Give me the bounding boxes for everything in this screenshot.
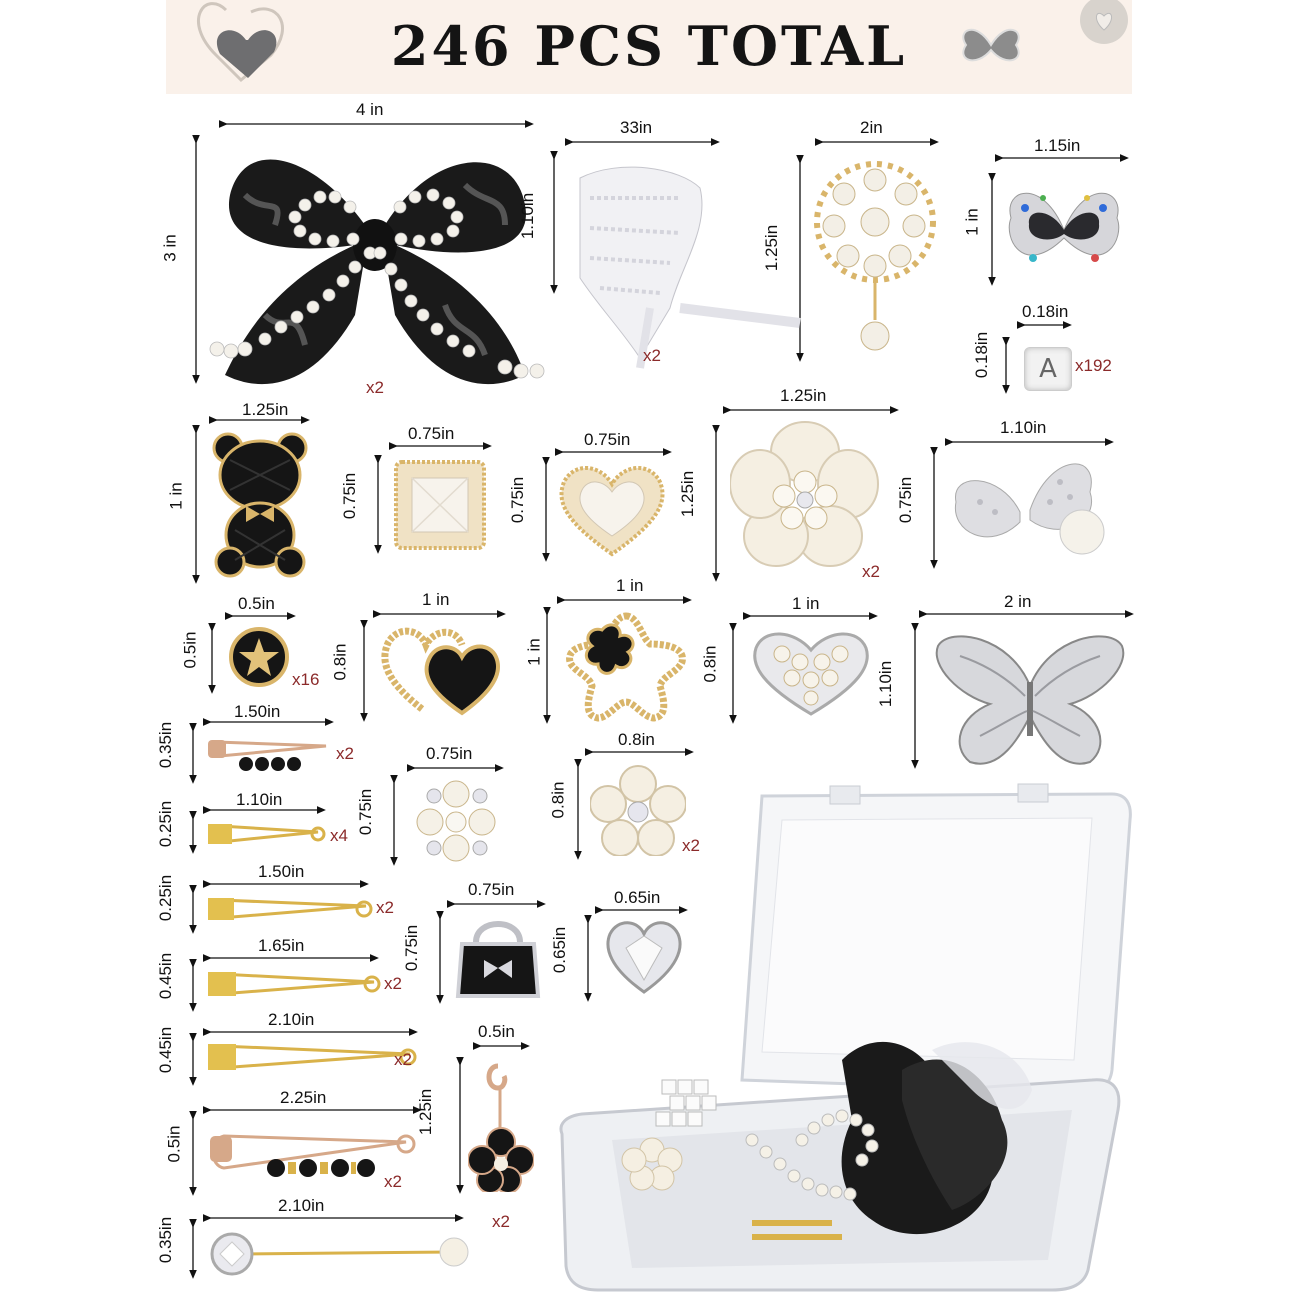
heart-pearl-height-label: 0.75in (508, 476, 528, 524)
pearl-cluster-flower (410, 778, 502, 864)
lace-pearl-bow (205, 135, 550, 397)
pin-150-height-label: 0.25in (156, 874, 176, 922)
pearl-daisy-height-label: 0.8in (547, 781, 567, 819)
gold-safety-pin-210 (206, 1040, 418, 1076)
pearl-daisy-width-label: 0.8in (618, 730, 655, 749)
stick-pin-height-label: 0.35in (156, 1216, 176, 1264)
pin-210-height-label: 0.45in (156, 1026, 176, 1074)
jeweled-butterfly-charm (1003, 178, 1125, 282)
pearl-flower-height-label: 1.25in (678, 470, 698, 518)
flower-charm-width-label: 0.5in (478, 1022, 515, 1041)
bead-pin-small-qty: x2 (336, 744, 354, 763)
pearl-flower-brooch (810, 160, 940, 358)
crystal-pearl-stick-pin (206, 1222, 472, 1278)
square-pearl-height-label: 0.75in (340, 472, 360, 520)
pearl-heart-width-label: 1 in (792, 594, 820, 613)
pearl-heart-button (556, 462, 668, 560)
silver-butterfly-height-label: 1.10in (876, 660, 896, 708)
lace-bow-width-label: 4 in (356, 100, 384, 119)
bead-pin-small-width-label: 1.50in (234, 702, 281, 721)
letter-bead-qty: x192 (1075, 356, 1112, 375)
jewel-butterfly-height-label: 1 in (962, 208, 982, 236)
pin-110-qty: x4 (330, 826, 348, 845)
pearl-brooch-height-label: 1.25in (762, 224, 782, 272)
black-bear-charm (210, 430, 310, 578)
crystal-heart-height-label: 0.65in (550, 926, 570, 974)
pearl-cluster-width-label: 0.75in (426, 744, 473, 763)
letter-bead-width-label: 0.18in (1022, 302, 1069, 321)
pearl-brooch-width-label: 2in (860, 118, 883, 137)
bear-width-label: 1.25in (242, 400, 289, 419)
stick-pin-width-label: 2.10in (278, 1196, 325, 1215)
star-button-qty: x16 (292, 670, 320, 689)
silver-butterfly-width-label: 2 in (1004, 592, 1032, 611)
pearl-daisy-qty: x2 (682, 836, 700, 855)
pearl-cluster-height-label: 0.75in (356, 788, 376, 836)
double-heart-charm (380, 625, 504, 717)
jewel-butterfly-width-label: 1.15in (1034, 136, 1081, 155)
title-banner (166, 0, 1132, 94)
handbag-height-label: 0.75in (402, 924, 422, 972)
star-button-width-label: 0.5in (238, 594, 275, 613)
lace-ribbon-height-label: 1.10in (518, 192, 538, 240)
pin-210-width-label: 2.10in (268, 1010, 315, 1029)
star-button (228, 626, 290, 688)
heart-pearl-width-label: 0.75in (584, 430, 631, 449)
square-pearl-width-label: 0.75in (408, 424, 455, 443)
double-heart-width-label: 1 in (422, 590, 450, 609)
pearl-heart-height-label: 0.8in (699, 645, 719, 683)
gold-safety-pin-150 (206, 894, 374, 926)
pearl-petal-flower (730, 420, 880, 570)
square-pearl-button (392, 458, 488, 552)
lace-bow-height-label: 3 in (160, 234, 180, 262)
silver-butterfly-charm (930, 626, 1130, 772)
bead-pin-large-qty: x2 (384, 1172, 402, 1191)
pin-165-height-label: 0.45in (156, 952, 176, 1000)
flower-charm-qty: x2 (492, 1212, 510, 1231)
star-button-height-label: 0.5in (179, 631, 199, 669)
star-flower-height-label: 1 in (524, 638, 544, 666)
pin-165-qty: x2 (384, 974, 402, 993)
bead-pin-large-width-label: 2.25in (280, 1088, 327, 1107)
black-flower-clasp-charm (468, 1060, 534, 1192)
star-flower-charm (564, 610, 688, 722)
pin-110-width-label: 1.10in (236, 790, 283, 809)
pin-165-width-label: 1.65in (258, 936, 305, 955)
pin-210-qty: x2 (394, 1050, 412, 1069)
pearl-flower-qty: x2 (862, 562, 880, 581)
black-bead-brooch-pin-small (206, 732, 332, 778)
handbag-width-label: 0.75in (468, 880, 515, 899)
pin-110-height-label: 0.25in (156, 800, 176, 848)
rhinestone-butterfly-width-label: 1.10in (1000, 418, 1047, 437)
clear-storage-box (552, 780, 1136, 1294)
bear-height-label: 1 in (166, 482, 186, 510)
bead-pin-large-height-label: 0.5in (163, 1125, 183, 1163)
lace-ribbon-width-label: 33in (620, 118, 653, 137)
gold-safety-pin-110 (206, 820, 326, 850)
letter-bead-height-label: 0.18in (972, 331, 992, 379)
star-flower-width-label: 1 in (616, 576, 644, 595)
page-title: 246 PCS TOTAL (390, 14, 908, 78)
rhinestone-butterfly-pearl (950, 452, 1112, 562)
pearl-flower-width-label: 1.25in (780, 386, 827, 405)
double-heart-height-label: 0.8in (329, 643, 349, 681)
crystal-heart-width-label: 0.65in (614, 888, 661, 907)
bead-pin-small-height-label: 0.35in (156, 721, 176, 769)
lace-bow-qty: x2 (366, 378, 384, 397)
pearl-cluster-heart (748, 628, 874, 718)
pin-150-width-label: 1.50in (258, 862, 305, 881)
flower-charm-height-label: 1.25in (416, 1088, 436, 1136)
letter-bead: A (1024, 347, 1072, 391)
rhinestone-butterfly-height-label: 0.75in (896, 476, 916, 524)
gold-safety-pin-165 (206, 968, 382, 1002)
lace-ribbon-qty: x2 (643, 346, 661, 365)
pin-150-qty: x2 (376, 898, 394, 917)
black-handbag-charm (454, 912, 542, 1002)
